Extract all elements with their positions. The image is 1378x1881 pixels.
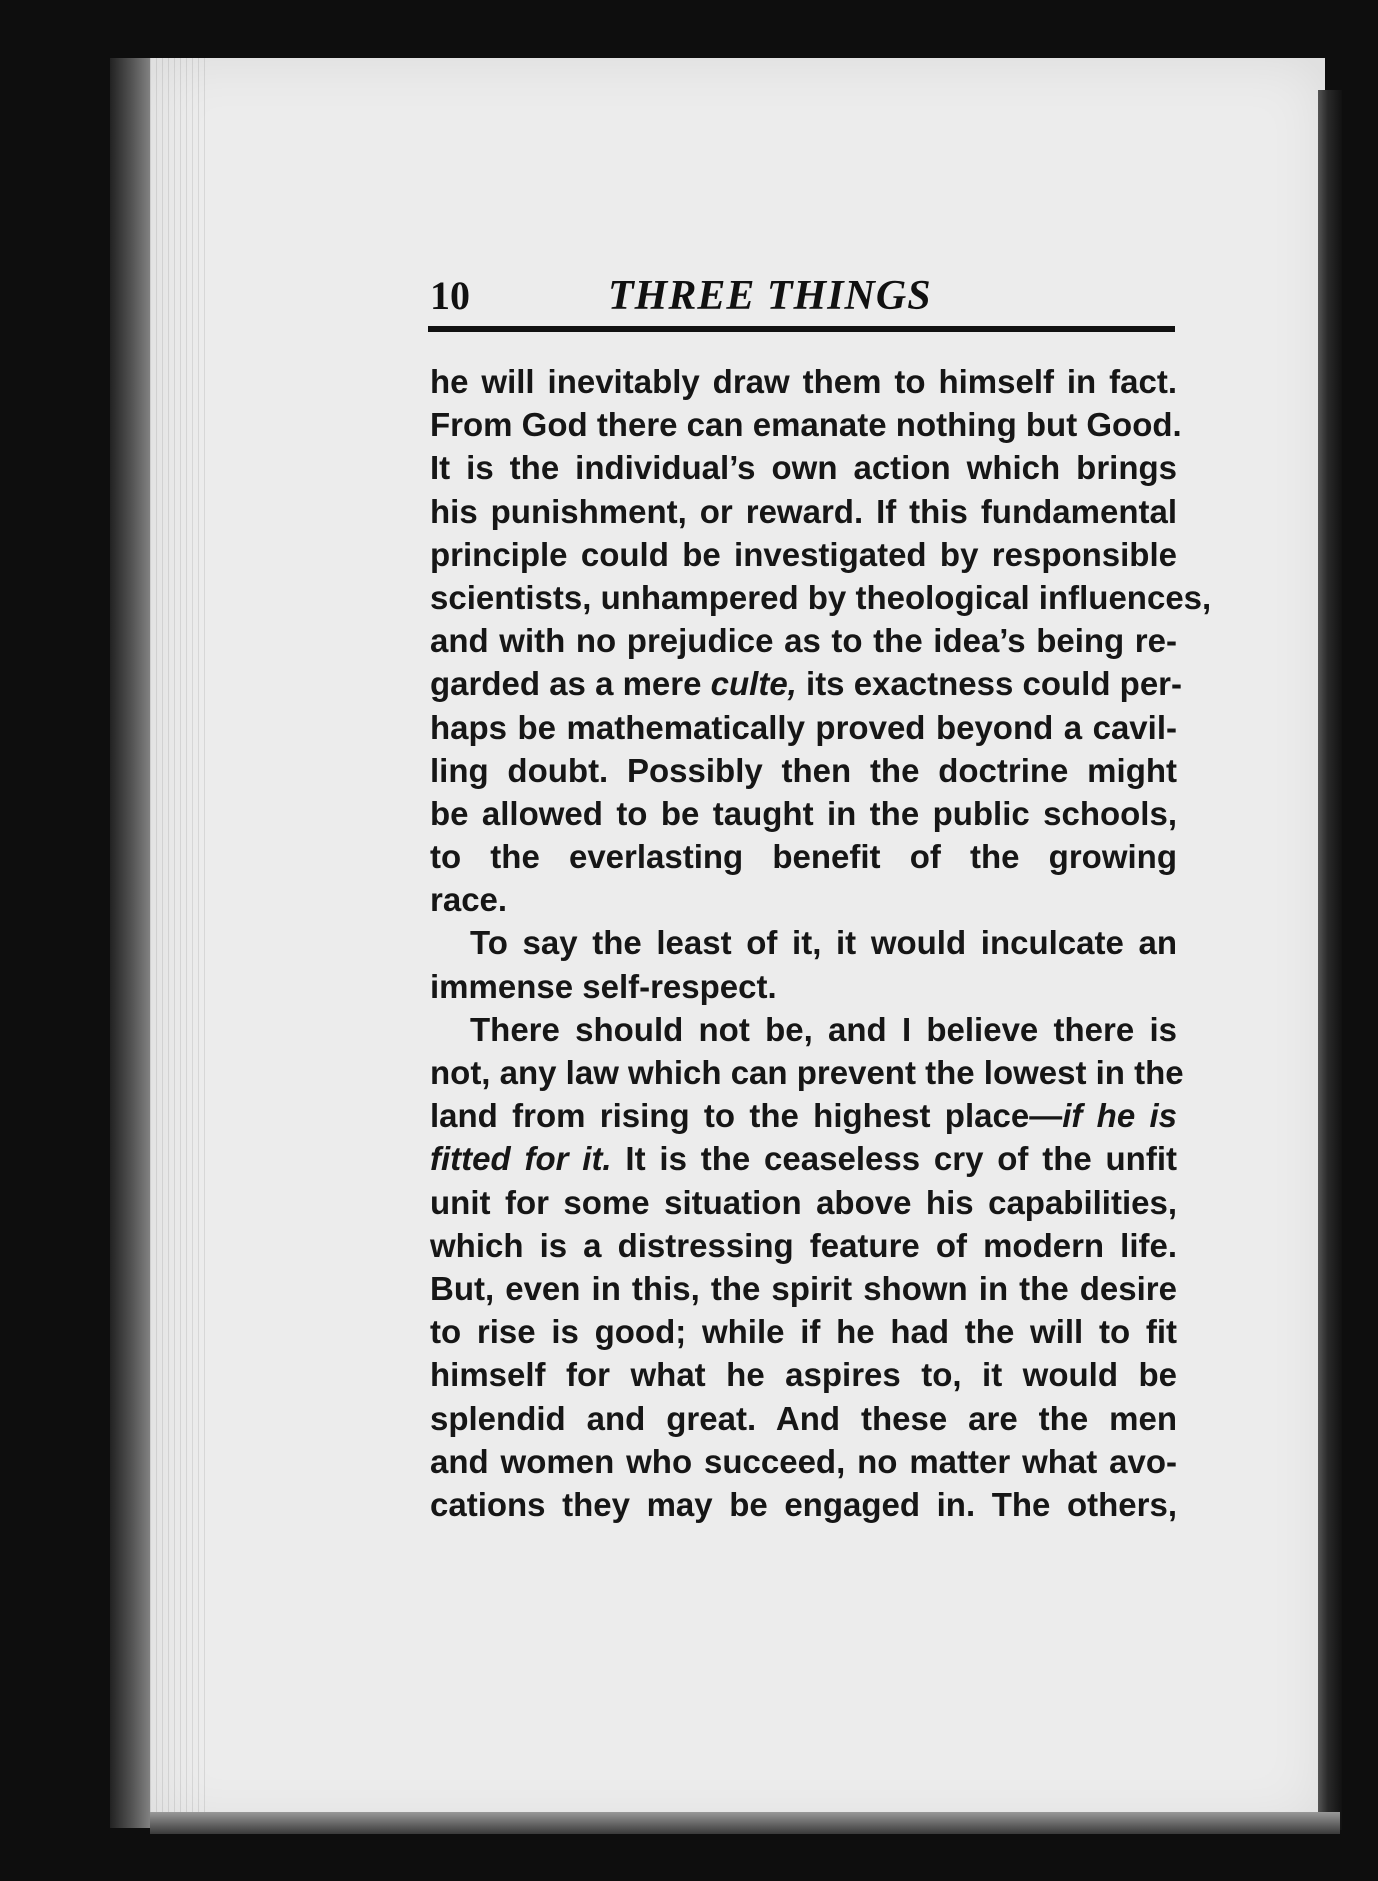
text-line: which is a distressing feature of modern life. [430,1226,1177,1264]
text-line: to rise is good; while if he had the will to fit [430,1313,1177,1351]
text-run: land from rising to the highest place— [430,1097,1063,1135]
text-line: haps be mathematically proved beyond a cavil- [430,708,1177,746]
text-line: his punishment, or reward. If this fundamental [430,492,1177,530]
italic-text: culte, [710,665,797,703]
text-line: himself for what he aspires to, it would be [430,1356,1177,1394]
text-line: and women who succeed, no matter what avo- [430,1442,1177,1480]
body-text [430,360,1212,1526]
text-line: principle could be investigated by responsible [430,535,1177,573]
text-line: To say the least of it, it would inculcate an [470,924,1177,962]
text-run: its exactness could per- [796,665,1182,703]
italic-text: fitted for it. [430,1140,612,1178]
text-run: It is the ceaseless cry of the unfit [611,1140,1177,1178]
text-line: But, even in this, the spirit shown in the desire [430,1269,1177,1307]
right-page-edge [1318,90,1342,1830]
text-line [430,662,1182,705]
text-line: ling doubt. Possibly then the doctrine might [430,751,1177,789]
text-line: he will inevitably draw them to himself in fact. [430,363,1177,400]
header-rule [428,326,1175,332]
text-line: scientists, unhampered by theological influences, [430,578,1212,616]
text-line: unit for some situation above his capabilities, [430,1183,1177,1221]
text-line: immense self-respect. [430,967,777,1005]
text-line: From God there can emanate nothing but Good. [430,406,1182,444]
text-line: race. [430,881,508,919]
bottom-page-edge [150,1812,1340,1834]
italic-text: if he is [1062,1097,1177,1135]
text-line: be allowed to be taught in the public schools, [430,794,1177,832]
text-line: to the everlasting benefit of the growing [430,838,1177,876]
text-line: and with no prejudice as to the idea’s being re- [430,622,1177,660]
text-line [430,1137,1177,1180]
page-number: 10 [430,273,470,318]
running-title: THREE THINGS [608,273,932,319]
text-line: There should not be, and I believe there is [470,1010,1177,1048]
text-run: garded as a mere [430,665,711,703]
running-header [430,268,1175,324]
text-line: cations they may be engaged in. The others, [430,1485,1177,1523]
text-line: It is the individual’s own action which brings [430,449,1177,487]
page-stack-edge [150,58,210,1828]
text-line: not, any law which can prevent the lowest in the [430,1054,1184,1091]
text-line [430,1094,1177,1137]
text-line: splendid and great. And these are the men [430,1399,1177,1437]
